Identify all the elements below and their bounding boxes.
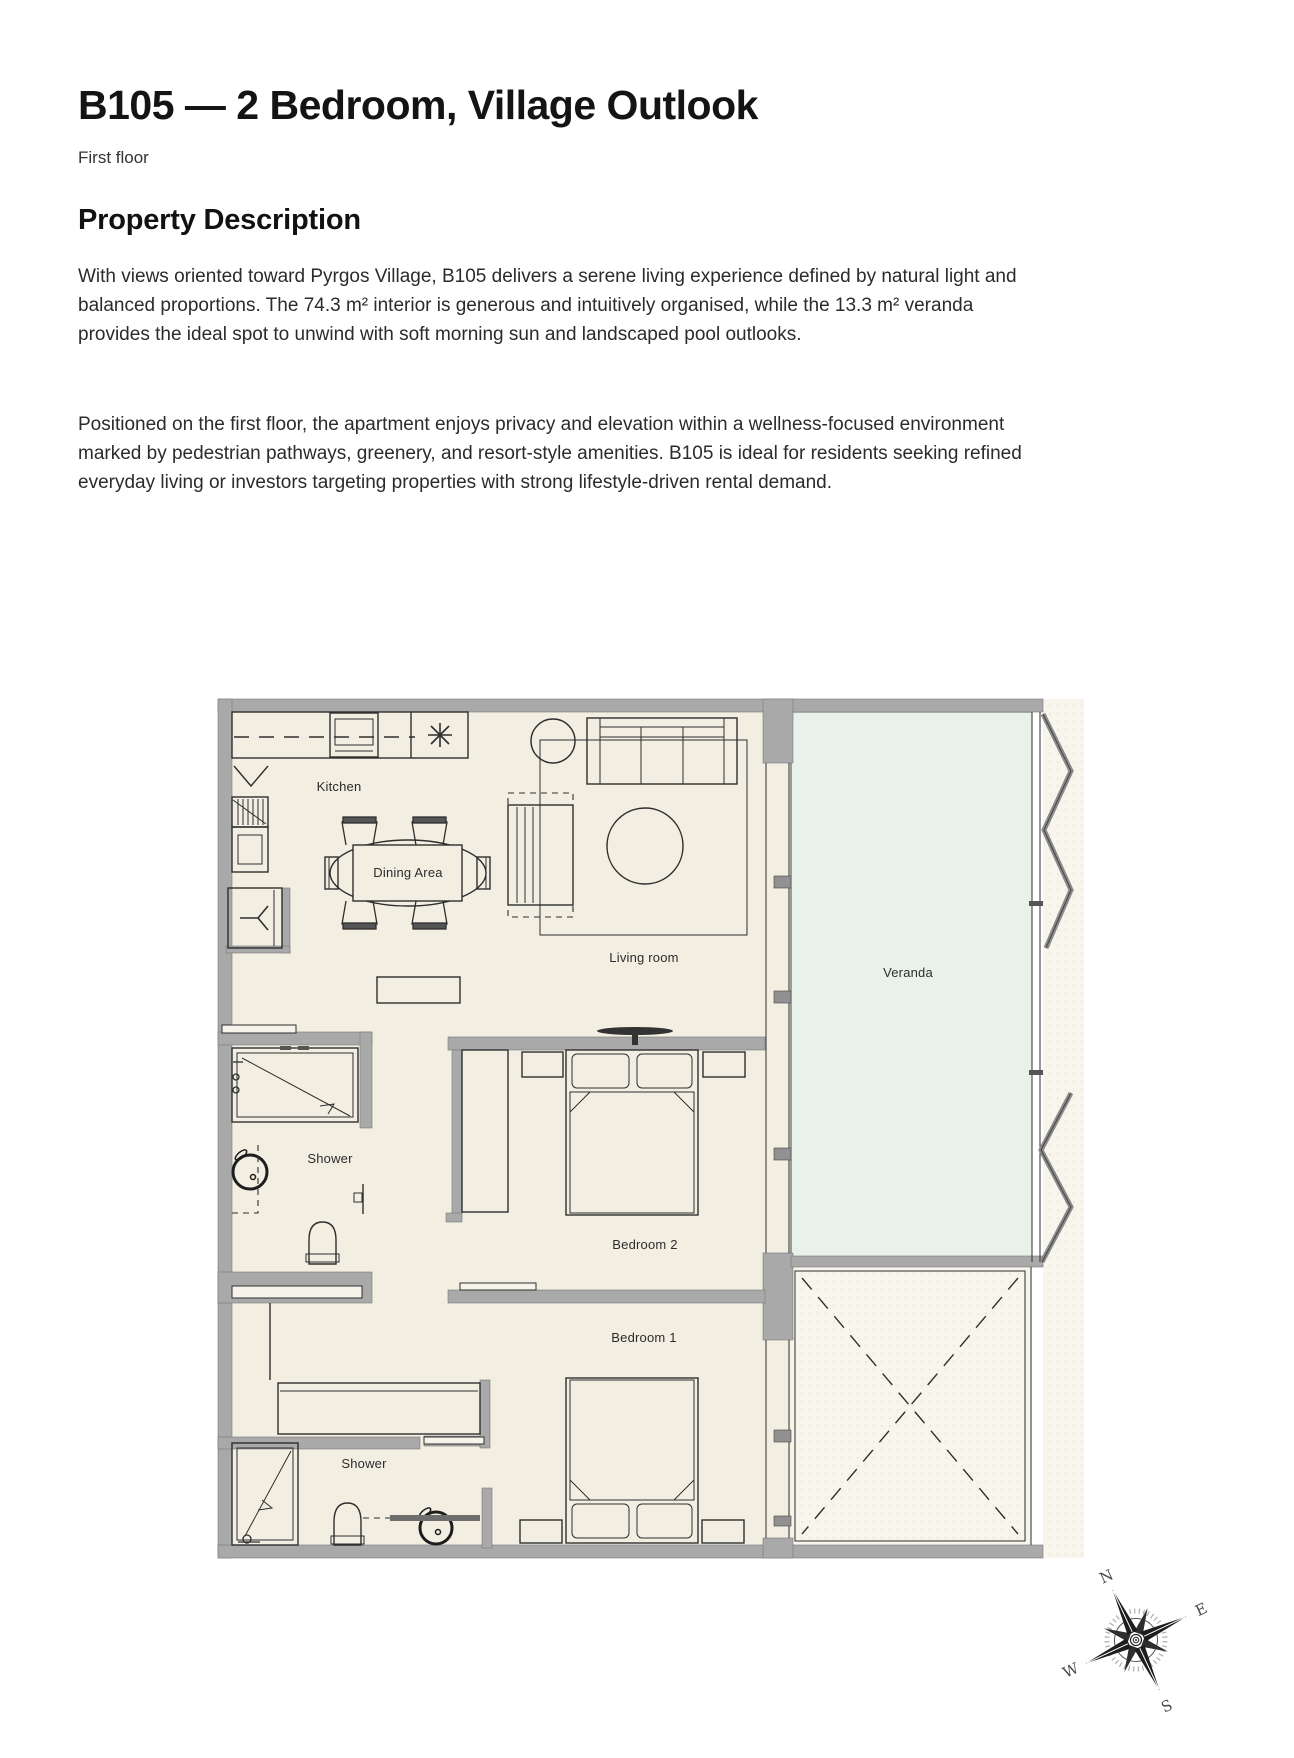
plan-background bbox=[232, 699, 1084, 1558]
room-label-kitchen: Kitchen bbox=[316, 779, 362, 794]
room-label-bedroom-1: Bedroom 1 bbox=[611, 1330, 677, 1345]
room-label-shower-upper: Shower bbox=[307, 1151, 353, 1166]
cooktop-icon bbox=[428, 723, 452, 747]
description-paragraph-1: With views oriented toward Pyrgos Village, B105 delivers a serene living experience defined by natural light and balanced proportions. The 74.3 m² interior is generous and intuitively organised, while the 13.3 m² veranda provides the ideal spot to unwind with soft morning sun and landscaped pool outlooks. bbox=[78, 266, 1017, 345]
room-label-veranda: Veranda bbox=[883, 965, 933, 980]
compass-rose-icon bbox=[1030, 1536, 1241, 1748]
bath-door-icon bbox=[424, 1437, 484, 1444]
page-title: B105 — 2 Bedroom, Village Outlook bbox=[78, 82, 758, 128]
compass-west-label: W bbox=[1059, 1659, 1082, 1682]
floor-subtitle: First floor bbox=[78, 148, 149, 167]
room-label-dining-area: Dining Area bbox=[373, 865, 443, 880]
compass-north-label: N bbox=[1096, 1565, 1117, 1588]
compass-east-label: E bbox=[1192, 1599, 1211, 1621]
room-label-bedroom-2: Bedroom 2 bbox=[612, 1237, 678, 1252]
description-paragraph-2: Positioned on the first floor, the apartment enjoys privacy and elevation within a wellness-focused environment marked by pedestrian pathways, greenery, and resort-style amenities. B105 is ideal for residents seeking refined everyday living or investors targeting properties with strong lifestyle-driven rental demand. bbox=[78, 414, 1022, 493]
room-label-shower-lower: Shower bbox=[341, 1456, 387, 1471]
vanity-counter bbox=[390, 1515, 480, 1521]
room-label-living-room: Living room bbox=[609, 950, 679, 965]
compass-south-label: S bbox=[1158, 1695, 1176, 1717]
property-description-heading: Property Description bbox=[78, 204, 361, 236]
